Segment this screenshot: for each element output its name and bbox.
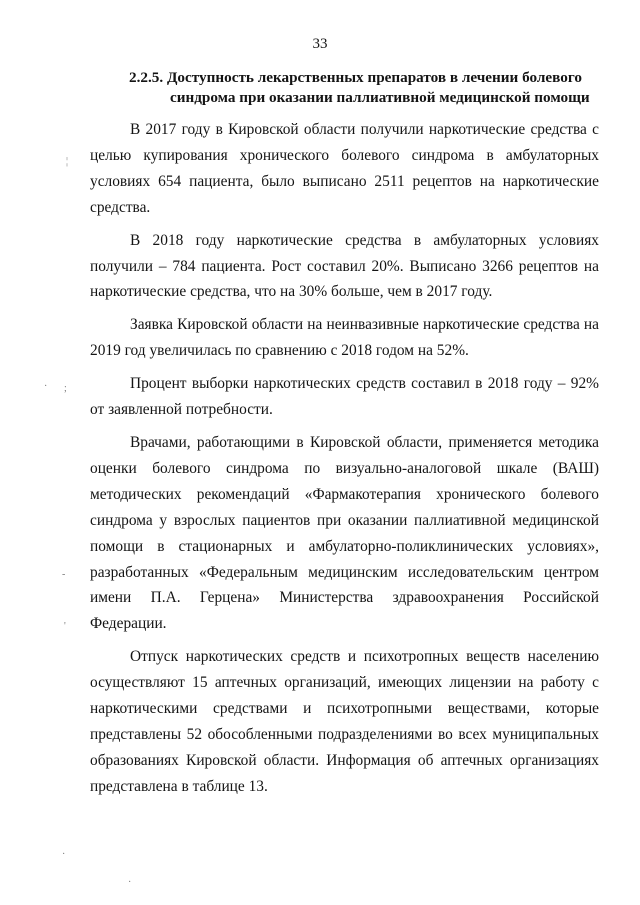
- body-text: [90, 117, 599, 807]
- paragraph-selection-percent: Процент выборки наркотических средств составил в 2018 году – 92% от заявленной потребности.: [90, 375, 599, 419]
- paragraph-2018-statistics: В 2018 году наркотические средства в амбулаторных условиях получили – 784 пациента. Рост составил 20%. Выписано 3266 рецептов на наркотические средства, что на 30% больше, чем в 2017 году.: [90, 231, 599, 301]
- scan-speck: ·: [62, 849, 66, 860]
- scan-speck: ·: [128, 877, 132, 888]
- section-heading-line-1: 2.2.5. Доступность лекарственных препаратов в лечении болевого: [129, 69, 582, 86]
- scan-speck: -: [62, 569, 66, 580]
- paragraph-pain-assessment-method: Врачами, работающими в Кировской области, применяется методика оценки болевого синдрома по визуально-аналоговой шкале (ВАШ) методических рекомендаций «Фармакотерапия хронического болевого синдрома у взрослых пациентов при оказании паллиативной медицинской помощи в стационарных и амбулаторно-поликлинических условиях», разработанных «Федеральным медицинским исследовательским центром имени П.А. Герцена» Министерства здравоохранения Российской Федерации.: [90, 433, 599, 633]
- section-heading-line-2: синдрома при оказании паллиативной медицинской помощи: [170, 89, 590, 106]
- scan-speck: ¦: [66, 156, 69, 167]
- paragraph-2019-request: Заявка Кировской области на неинвазивные наркотические средства на 2019 год увеличилась по сравнению с 2018 годом на 52%.: [90, 316, 599, 360]
- paragraph-2017-statistics: В 2017 году в Кировской области получили наркотические средства с целью купирования хронического болевого синдрома в амбулаторных условиях 654 пациента, было выписано 2511 рецептов на наркотические средства.: [90, 121, 599, 216]
- page-number: 33: [312, 36, 328, 52]
- section-heading: [129, 68, 599, 108]
- scan-speck: ;: [64, 383, 67, 394]
- paragraph-pharmacy-organizations: Отпуск наркотических средств и психотропных веществ населению осуществляют 15 аптечных организаций, имеющих лицензии на работу с наркотическими средствами и психотропными веществами, которые представлены 52 обособленными подразделениями во всех муниципальных образованиях Кировской области. Информация об аптечных организациях представлена в таблице 13.: [90, 648, 599, 795]
- scan-speck: ·: [44, 381, 48, 392]
- scan-speck: ': [64, 621, 66, 632]
